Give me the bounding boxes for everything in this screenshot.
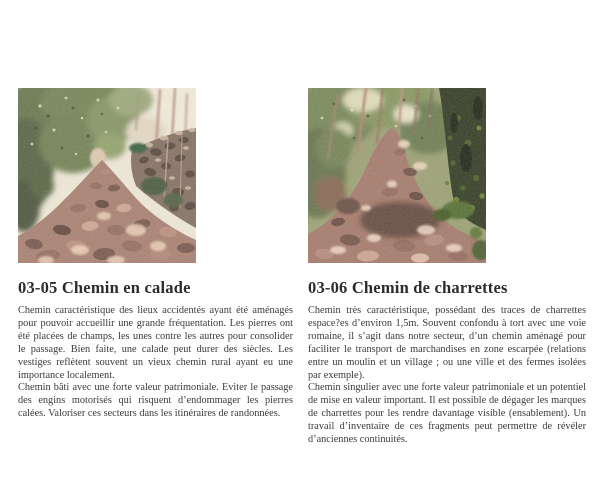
article-paragraph: Chemin singulier avec une forte valeur patrimoniale et un potentiel de mise en valeur important. Il est possible de dégager les marques de charrettes pour les rendre davantage visible (ensablement). Un travail d’inventaire de ces fragments peut permettre de révéler d’anciennes continuités. [308, 382, 586, 446]
article-title-03-05: 03-05 Chemin en calade [18, 278, 191, 297]
charrettes-photo-graphic [308, 88, 486, 263]
photo-chemin-en-calade [18, 88, 196, 263]
article-title-03-06: 03-06 Chemin de charrettes [308, 278, 508, 297]
article-paragraph: Chemin bâti avec une forte valeur patrimoniale. Eviter le passage des engins motorisés qui risquent d’endommager les pierres calées. Valoriser ces secteurs dans les itinéraires de randonnées. [18, 382, 293, 420]
article-chemin-en-calade [18, 88, 293, 447]
article-chemin-de-charrettes [308, 88, 586, 447]
photo-chemin-de-charrettes [308, 88, 486, 263]
article-paragraph: Chemin très caractéristique, possédant des traces de charrettes espace?es d’environ 1,5m. Souvent confondu à tort avec une voie romaine, il s’agit dans notre secteur, d’un chemin aménagé pour faciliter le transport de marchandises en zone escarpée (relations entre un moulin et un village ; ou une ville et des fermes isolées par exemple). [308, 304, 586, 381]
article-paragraph: Chemin caractéristique des lieux accidentés ayant été aménagés pour pouvoir accueillir une grande fréquentation. Les pierres ont été placées de champs, les unes contre les autres pour consolider le passage. Bien faite, une calade peut durer des siècles. Les vestiges reflètent souvent un vieux chemin rural ayant eu une importance localement. [18, 304, 293, 381]
calade-photo-graphic [18, 88, 196, 263]
